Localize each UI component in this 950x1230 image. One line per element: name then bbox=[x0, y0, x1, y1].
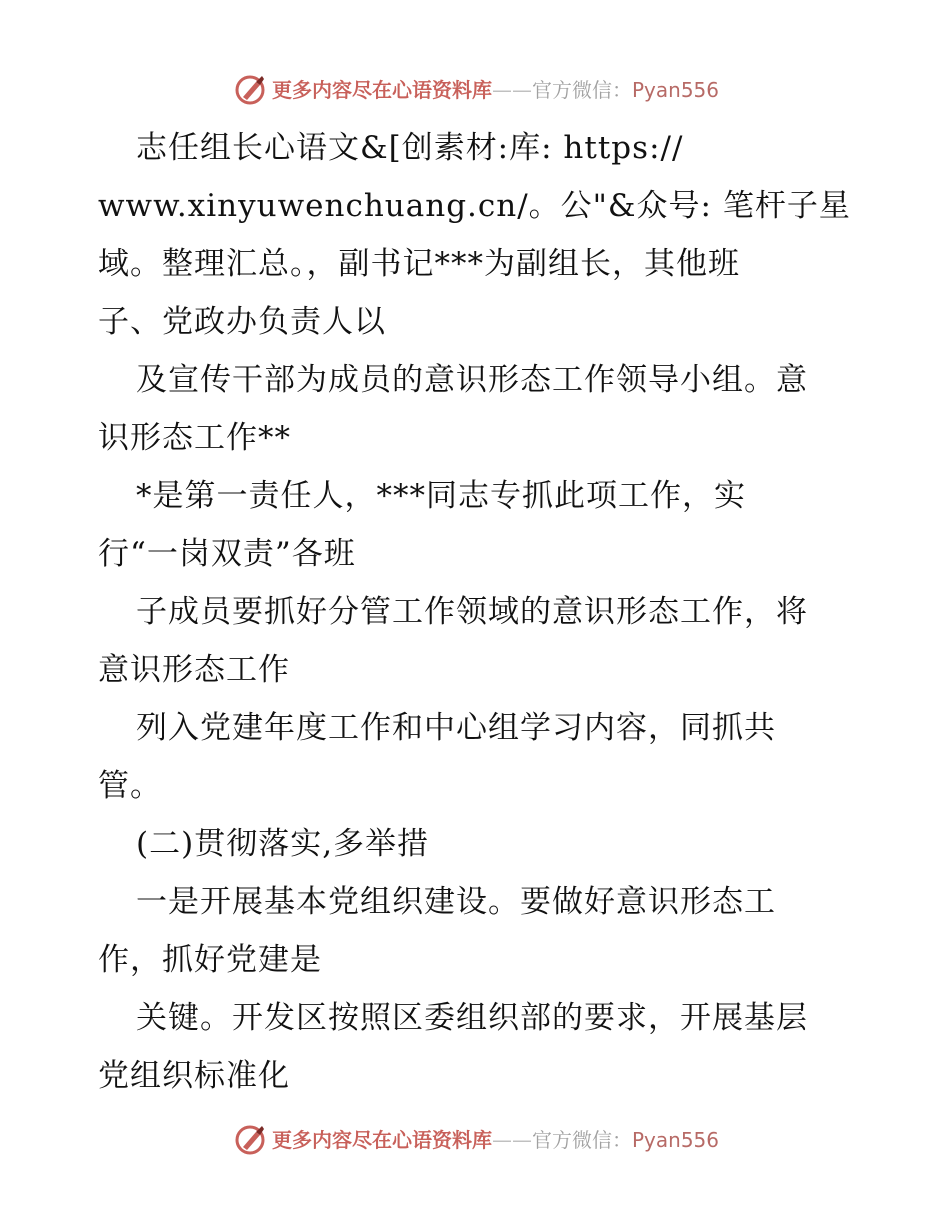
section-heading: (二)贯彻落实,多举措 bbox=[136, 826, 430, 862]
body-line: 域。整理汇总。，副书记***为副组长，其他班 bbox=[98, 246, 740, 282]
banner-wechat-id: Pyan556 bbox=[632, 78, 720, 102]
body-line: 管。 bbox=[98, 768, 162, 804]
banner-text bbox=[272, 78, 719, 102]
body-line: 子、党政办负责人以 bbox=[98, 304, 386, 340]
banner-site: 更多内容尽在心语资料库 bbox=[272, 1128, 492, 1152]
header-banner bbox=[0, 70, 950, 110]
body-line: 及宣传干部为成员的意识形态工作领导小组。意 bbox=[136, 362, 808, 398]
body-line: 关键。开发区按照区委组织部的要求，开展基层 bbox=[136, 1000, 808, 1036]
body-line: 一是开展基本党组织建设。要做好意识形态工 bbox=[136, 884, 776, 920]
banner-official: 官方微信： bbox=[532, 1128, 632, 1152]
body-line: 党组织标准化 bbox=[98, 1058, 290, 1094]
banner-official: 官方微信： bbox=[532, 78, 632, 102]
body-line: 识形态工作** bbox=[98, 420, 291, 456]
banner-dash: —— bbox=[492, 1128, 532, 1152]
pen-logo-icon bbox=[234, 72, 268, 106]
banner-text bbox=[272, 1128, 719, 1152]
body-line: 作，抓好党建是 bbox=[98, 942, 322, 978]
body-line: 行“一岗双责”各班 bbox=[98, 536, 356, 572]
body-line: 志任组长心语文&[创素材:库: https:// bbox=[136, 130, 684, 166]
body-line: 子成员要抓好分管工作领域的意识形态工作，将 bbox=[136, 594, 808, 630]
footer-banner bbox=[0, 1120, 950, 1160]
banner-wechat-id: Pyan556 bbox=[632, 1128, 720, 1152]
body-line: 意识形态工作 bbox=[98, 652, 290, 688]
banner-dash: —— bbox=[492, 78, 532, 102]
banner-site: 更多内容尽在心语资料库 bbox=[272, 78, 492, 102]
body-line: 列入党建年度工作和中心组学习内容，同抓共 bbox=[136, 710, 776, 746]
body-line: www.xinyuwenchuang.cn/。公"&众号: 笔杆子星 bbox=[98, 188, 851, 224]
pen-logo-icon bbox=[234, 1122, 268, 1156]
body-line: *是第一责任人，***同志专抓此项工作，实 bbox=[136, 478, 746, 514]
